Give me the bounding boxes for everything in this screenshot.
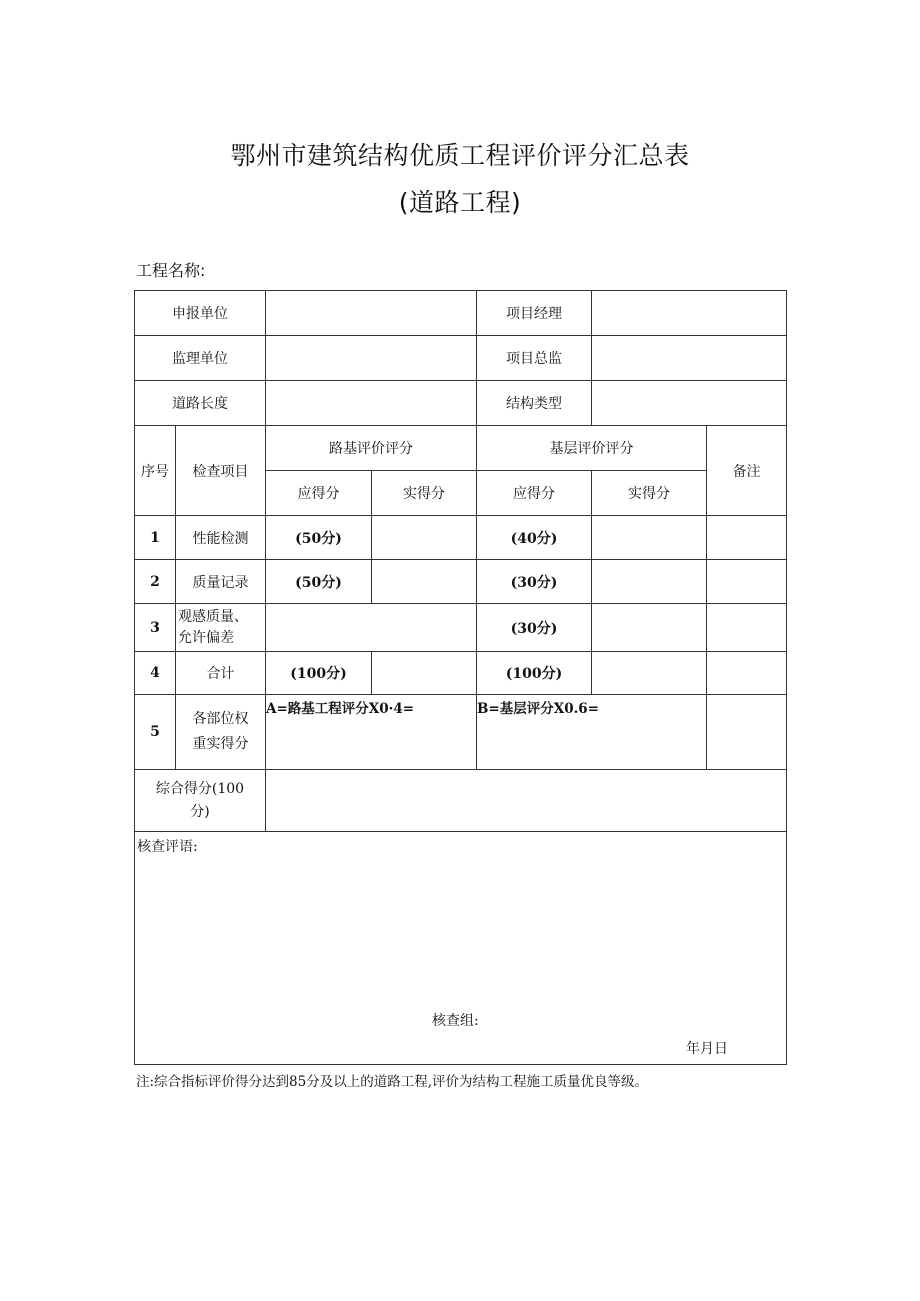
row-number: 4 [135, 652, 176, 695]
subgrade-actual-field[interactable] [372, 516, 477, 560]
info-row-apply [135, 291, 787, 336]
subgrade-actual-field[interactable] [372, 652, 477, 695]
subgrade-should-value: (100分) [266, 652, 372, 695]
row-item-line1: 观感质量、 [178, 608, 248, 625]
total-score-line1: 综合得分(100 [155, 780, 245, 797]
base-actual-field[interactable] [592, 652, 707, 695]
score-summary-table [134, 290, 787, 1065]
subgrade-should-value: (50分) [266, 516, 372, 560]
comments-row [135, 832, 787, 1065]
check-item-header: 检查项目 [176, 426, 266, 516]
info-row-supervision [135, 336, 787, 381]
row-number: 3 [135, 604, 176, 652]
subgrade-group-header: 路基评价评分 [266, 426, 477, 471]
apply-unit-field[interactable] [266, 291, 477, 336]
page-subtitle: (道路工程) [398, 188, 522, 217]
remark-field[interactable] [707, 604, 787, 652]
seq-header: 序号 [135, 426, 176, 516]
row-item: 合计 [176, 652, 266, 695]
total-score-field[interactable] [266, 770, 787, 832]
remark-field[interactable] [707, 695, 787, 770]
structure-type-field[interactable] [592, 381, 787, 426]
row-number: 1 [135, 516, 176, 560]
supervision-unit-field[interactable] [266, 336, 477, 381]
row-item [176, 604, 266, 652]
comments-label: 核查评语: [137, 839, 198, 855]
date-label: 年月日 [686, 1041, 728, 1057]
row-number: 5 [135, 695, 176, 770]
row-item [176, 695, 266, 770]
inspection-group-label: 核查组: [432, 1013, 479, 1029]
road-length-field[interactable] [266, 381, 477, 426]
structure-type-label: 结构类型 [477, 381, 592, 426]
remark-header: 备注 [707, 426, 787, 516]
supervision-unit-label: 监理单位 [135, 336, 266, 381]
page-title: 鄂州市建筑结构优质工程评价评分汇总表 [230, 141, 690, 170]
row-item: 性能检测 [176, 516, 266, 560]
project-name-label: 工程名称: [136, 261, 206, 280]
row-item-line1: 各部位权 [192, 711, 249, 727]
subgrade-actual-field[interactable] [372, 560, 477, 604]
table-row [135, 516, 787, 560]
row-item-line2: 允许偏差 [178, 629, 234, 646]
base-actual-field[interactable] [592, 560, 707, 604]
project-manager-field[interactable] [592, 291, 787, 336]
header-row-1 [135, 426, 787, 471]
base-actual-field[interactable] [592, 516, 707, 560]
table-row [135, 652, 787, 695]
comments-cell[interactable] [135, 832, 787, 1065]
remark-field[interactable] [707, 560, 787, 604]
base-actual-header: 实得分 [592, 471, 707, 516]
subgrade-should-header: 应得分 [266, 471, 372, 516]
total-score-line2: 分) [190, 803, 210, 820]
remark-field[interactable] [707, 516, 787, 560]
base-should-value: (100分) [477, 652, 592, 695]
subgrade-should-value: (50分) [266, 560, 372, 604]
apply-unit-label: 申报单位 [135, 291, 266, 336]
chief-supervisor-field[interactable] [592, 336, 787, 381]
base-should-value: (30分) [477, 560, 592, 604]
project-manager-label: 项目经理 [477, 291, 592, 336]
table-row [135, 604, 787, 652]
table-row [135, 695, 787, 770]
road-length-label: 道路长度 [135, 381, 266, 426]
row-item: 质量记录 [176, 560, 266, 604]
base-should-value: (40分) [477, 516, 592, 560]
table-row [135, 560, 787, 604]
row-number: 2 [135, 560, 176, 604]
formula-a[interactable]: A=路基工程评分X0·4= [266, 695, 477, 770]
info-row-road [135, 381, 787, 426]
subgrade-merged-field[interactable] [266, 604, 477, 652]
base-actual-field[interactable] [592, 604, 707, 652]
row-item-line2: 重实得分 [192, 736, 249, 752]
subgrade-actual-header: 实得分 [372, 471, 477, 516]
base-group-header: 基层评价评分 [477, 426, 707, 471]
total-row [135, 770, 787, 832]
base-should-value: (30分) [477, 604, 592, 652]
total-score-label [135, 770, 266, 832]
chief-supervisor-label: 项目总监 [477, 336, 592, 381]
formula-b[interactable]: B=基层评分X0.6= [477, 695, 707, 770]
footnote: 注:综合指标评价得分达到85分及以上的道路工程,评价为结构工程施工质量优良等级。 [136, 1074, 649, 1090]
base-should-header: 应得分 [477, 471, 592, 516]
remark-field[interactable] [707, 652, 787, 695]
